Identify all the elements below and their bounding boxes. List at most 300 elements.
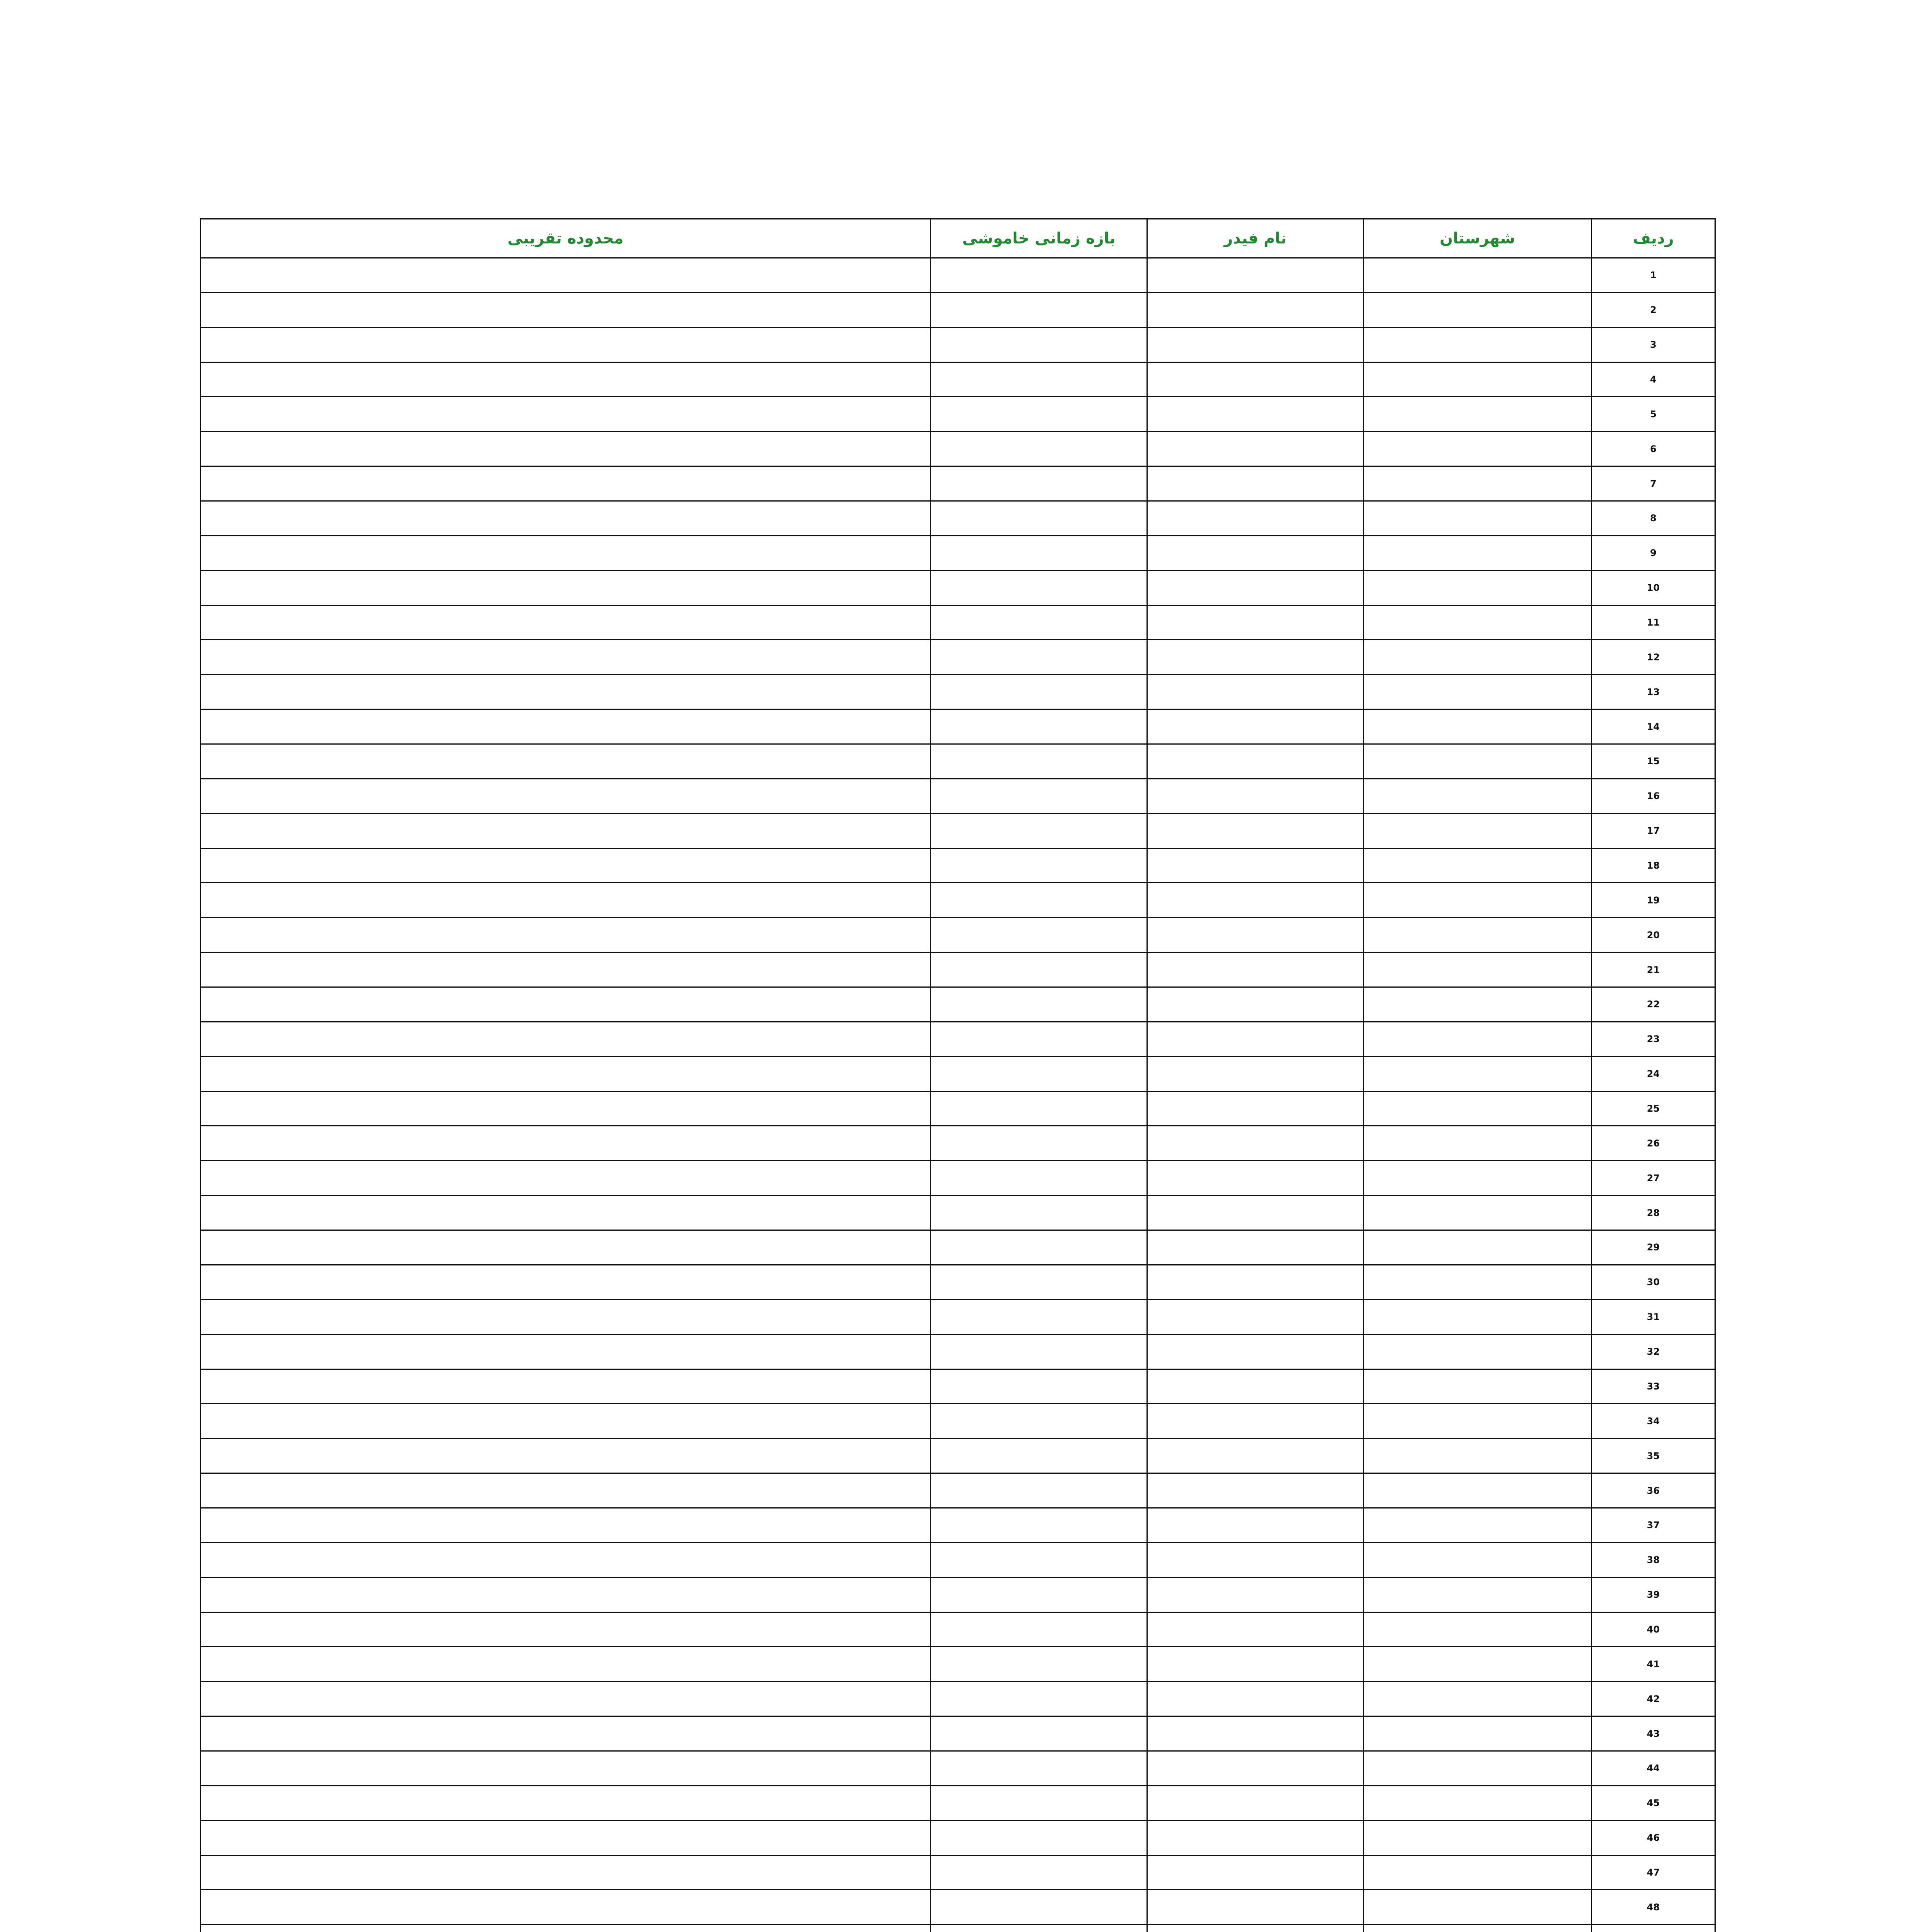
row-number-cell [1592,1925,1715,1932]
city-cell [1364,1786,1592,1820]
row-number-cell: 26 [1592,1126,1715,1161]
outage-window-cell [931,397,1147,432]
city-cell [1364,1577,1592,1612]
row-number-cell: 38 [1592,1543,1715,1577]
row-number-cell: 24 [1592,1056,1715,1091]
outage-window-cell [931,1786,1147,1820]
table-row [201,1855,1715,1890]
row-number-cell: 40 [1592,1612,1715,1647]
outage-window-cell [931,1022,1147,1056]
feeder-cell [1147,1855,1364,1890]
table-row [201,1022,1715,1056]
outage-window-cell [931,779,1147,813]
table-row [201,362,1715,397]
feeder-cell [1147,1890,1364,1925]
city-cell [1364,1751,1592,1786]
city-cell [1364,1612,1592,1647]
feeder-cell [1147,1786,1364,1820]
table-row [201,1612,1715,1647]
city-cell [1364,987,1592,1022]
area-cell [201,1925,931,1932]
outage-window-cell [931,1925,1147,1932]
row-number-cell: 29 [1592,1230,1715,1265]
outage-window-cell [931,466,1147,501]
header-feeder: نام فیدر [1147,219,1364,258]
schedule-sheet [201,218,1716,1932]
outage-window-cell [931,952,1147,987]
row-number-cell: 6 [1592,432,1715,466]
table-row [201,675,1715,709]
feeder-cell [1147,1508,1364,1543]
area-cell [201,1161,931,1196]
feeder-cell [1147,1334,1364,1369]
feeder-cell [1147,1126,1364,1161]
header-area: محدوده تقریبی [201,219,931,258]
outage-window-cell [931,1439,1147,1473]
feeder-cell [1147,1473,1364,1508]
row-number-cell: 42 [1592,1682,1715,1716]
row-number-cell: 47 [1592,1855,1715,1890]
table-row [201,1647,1715,1682]
feeder-cell [1147,987,1364,1022]
row-number-cell: 10 [1592,570,1715,605]
row-number-cell: 1 [1592,258,1715,293]
area-cell [201,1473,931,1508]
feeder-cell [1147,605,1364,640]
table-row [201,779,1715,813]
row-number-cell: 22 [1592,987,1715,1022]
row-number-cell: 43 [1592,1716,1715,1751]
feeder-cell [1147,883,1364,918]
city-cell [1364,432,1592,466]
row-number-cell: 5 [1592,397,1715,432]
outage-window-cell [931,1056,1147,1091]
outage-window-cell [931,1543,1147,1577]
area-cell [201,1751,931,1786]
feeder-cell [1147,1612,1364,1647]
table-row [201,397,1715,432]
row-number-cell: 39 [1592,1577,1715,1612]
row-number-cell: 18 [1592,848,1715,883]
outage-window-cell [931,1369,1147,1404]
city-cell [1364,813,1592,848]
feeder-cell [1147,848,1364,883]
outage-window-cell [931,1751,1147,1786]
row-number-cell: 44 [1592,1751,1715,1786]
table-row [201,1161,1715,1196]
row-number-cell: 35 [1592,1439,1715,1473]
city-cell [1364,466,1592,501]
area-cell [201,779,931,813]
outage-window-cell [931,1126,1147,1161]
city-cell [1364,1161,1592,1196]
row-number-cell: 23 [1592,1022,1715,1056]
feeder-cell [1147,466,1364,501]
table-row [201,1925,1715,1932]
row-number-cell: 20 [1592,918,1715,952]
table-row [201,1751,1715,1786]
outage-window-cell [931,640,1147,675]
feeder-cell [1147,1056,1364,1091]
city-cell [1364,1022,1592,1056]
row-number-cell: 45 [1592,1786,1715,1820]
row-number-cell: 46 [1592,1820,1715,1855]
table-row [201,952,1715,987]
feeder-cell [1147,1161,1364,1196]
outage-window-cell [931,709,1147,744]
city-cell [1364,1890,1592,1925]
area-cell [201,744,931,779]
area-cell [201,258,931,293]
table-row [201,1299,1715,1334]
area-cell [201,605,931,640]
feeder-cell [1147,397,1364,432]
feeder-cell [1147,1022,1364,1056]
table-row [201,1473,1715,1508]
feeder-cell [1147,536,1364,570]
row-number-cell: 19 [1592,883,1715,918]
outage-window-cell [931,1265,1147,1299]
feeder-cell [1147,1682,1364,1716]
area-cell [201,1439,931,1473]
row-number-cell: 17 [1592,813,1715,848]
outage-window-cell [931,258,1147,293]
feeder-cell [1147,570,1364,605]
table-row [201,1056,1715,1091]
feeder-cell [1147,327,1364,362]
area-cell [201,327,931,362]
table-row [201,1196,1715,1230]
city-cell [1364,501,1592,536]
document-title [201,166,1716,209]
outage-window-cell [931,1612,1147,1647]
feeder-cell [1147,1820,1364,1855]
table-row [201,327,1715,362]
feeder-cell [1147,1230,1364,1265]
outage-window-cell [931,1404,1147,1439]
area-cell [201,570,931,605]
outage-window-cell [931,1820,1147,1855]
schedule-table [200,218,1716,1932]
outage-window-cell [931,1682,1147,1716]
area-cell [201,952,931,987]
outage-window-cell [931,501,1147,536]
row-number-cell: 33 [1592,1369,1715,1404]
area-cell [201,1196,931,1230]
city-cell [1364,1543,1592,1577]
row-number-cell: 41 [1592,1647,1715,1682]
row-number-cell: 12 [1592,640,1715,675]
area-cell [201,1299,931,1334]
outage-window-cell [931,1890,1147,1925]
feeder-cell [1147,1543,1364,1577]
table-row [201,570,1715,605]
table-row [201,1091,1715,1126]
table-row [201,987,1715,1022]
outage-window-cell [931,1508,1147,1543]
table-row [201,1543,1715,1577]
header-row-number: ردیف [1592,219,1715,258]
area-cell [201,918,931,952]
outage-window-cell [931,570,1147,605]
city-cell [1364,1925,1592,1932]
table-row [201,744,1715,779]
row-number-cell: 36 [1592,1473,1715,1508]
table-row [201,1820,1715,1855]
table-row [201,1716,1715,1751]
area-cell [201,1890,931,1925]
city-cell [1364,327,1592,362]
feeder-cell [1147,432,1364,466]
city-cell [1364,883,1592,918]
city-cell [1364,1439,1592,1473]
table-row [201,883,1715,918]
table-row [201,1369,1715,1404]
feeder-cell [1147,918,1364,952]
city-cell [1364,1682,1592,1716]
city-cell [1364,709,1592,744]
city-cell [1364,1716,1592,1751]
city-cell [1364,1473,1592,1508]
city-cell [1364,848,1592,883]
feeder-cell [1147,1647,1364,1682]
feeder-cell [1147,501,1364,536]
area-cell [201,362,931,397]
outage-window-cell [931,1647,1147,1682]
table-row [201,466,1715,501]
outage-window-cell [931,1091,1147,1126]
table-row [201,1334,1715,1369]
outage-window-cell [931,327,1147,362]
area-cell [201,1022,931,1056]
outage-window-cell [931,883,1147,918]
outage-window-cell [931,813,1147,848]
city-cell [1364,1299,1592,1334]
table-row [201,1404,1715,1439]
area-cell [201,1126,931,1161]
table-row [201,1265,1715,1299]
row-number-cell: 14 [1592,709,1715,744]
city-cell [1364,640,1592,675]
row-number-cell: 37 [1592,1508,1715,1543]
outage-window-cell [931,918,1147,952]
table-row [201,432,1715,466]
area-cell [201,1855,931,1890]
feeder-cell [1147,1265,1364,1299]
table-row [201,1890,1715,1925]
table-row [201,813,1715,848]
feeder-cell [1147,1091,1364,1126]
area-cell [201,397,931,432]
schedule-table-header [201,219,1715,258]
header-outage-window: بازه زمانی خاموشی [931,219,1147,258]
feeder-cell [1147,744,1364,779]
feeder-cell [1147,1299,1364,1334]
table-row [201,1230,1715,1265]
row-number-cell: 30 [1592,1265,1715,1299]
feeder-cell [1147,258,1364,293]
feeder-cell [1147,779,1364,813]
feeder-cell [1147,640,1364,675]
row-number-cell: 21 [1592,952,1715,987]
row-number-cell: 16 [1592,779,1715,813]
city-cell [1364,1230,1592,1265]
row-number-cell: 32 [1592,1334,1715,1369]
city-cell [1364,1820,1592,1855]
area-cell [201,1682,931,1716]
area-cell [201,987,931,1022]
area-cell [201,1786,931,1820]
area-cell [201,293,931,327]
area-cell [201,1820,931,1855]
city-cell [1364,1508,1592,1543]
row-number-cell: 25 [1592,1091,1715,1126]
outage-window-cell [931,675,1147,709]
area-cell [201,1577,931,1612]
feeder-cell [1147,1716,1364,1751]
area-cell [201,1091,931,1126]
table-row [201,1577,1715,1612]
city-cell [1364,362,1592,397]
city-cell [1364,397,1592,432]
city-cell [1364,536,1592,570]
table-row [201,709,1715,744]
feeder-cell [1147,813,1364,848]
city-cell [1364,1334,1592,1369]
feeder-cell [1147,952,1364,987]
city-cell [1364,1404,1592,1439]
outage-window-cell [931,432,1147,466]
table-row [201,1682,1715,1716]
outage-window-cell [931,1334,1147,1369]
city-cell [1364,1126,1592,1161]
table-row [201,258,1715,293]
area-cell [201,1612,931,1647]
row-number-cell: 11 [1592,605,1715,640]
outage-window-cell [931,1161,1147,1196]
row-number-cell: 2 [1592,293,1715,327]
area-cell [201,1056,931,1091]
feeder-cell [1147,1751,1364,1786]
outage-window-cell [931,1299,1147,1334]
outage-window-cell [931,293,1147,327]
area-cell [201,1265,931,1299]
table-row [201,1508,1715,1543]
outage-window-cell [931,1473,1147,1508]
outage-window-cell [931,1196,1147,1230]
city-cell [1364,1265,1592,1299]
table-row [201,1126,1715,1161]
city-cell [1364,744,1592,779]
row-number-cell: 3 [1592,327,1715,362]
table-row [201,501,1715,536]
area-cell [201,883,931,918]
area-cell [201,675,931,709]
area-cell [201,1230,931,1265]
area-cell [201,536,931,570]
city-cell [1364,675,1592,709]
row-number-cell: 13 [1592,675,1715,709]
city-cell [1364,952,1592,987]
city-cell [1364,1647,1592,1682]
outage-window-cell [931,1230,1147,1265]
feeder-cell [1147,293,1364,327]
area-cell [201,1404,931,1439]
header-row [201,219,1715,258]
city-cell [1364,258,1592,293]
feeder-cell [1147,1369,1364,1404]
outage-window-cell [931,605,1147,640]
row-number-cell: 8 [1592,501,1715,536]
row-number-cell: 9 [1592,536,1715,570]
city-cell [1364,779,1592,813]
outage-window-cell [931,1577,1147,1612]
outage-window-cell [931,362,1147,397]
city-cell [1364,918,1592,952]
header-city: شهرستان [1364,219,1592,258]
feeder-cell [1147,1925,1364,1932]
outage-window-cell [931,744,1147,779]
feeder-cell [1147,1196,1364,1230]
table-row [201,640,1715,675]
feeder-cell [1147,1439,1364,1473]
area-cell [201,1369,931,1404]
outage-window-cell [931,1716,1147,1751]
city-cell [1364,1091,1592,1126]
row-number-cell: 28 [1592,1196,1715,1230]
area-cell [201,1716,931,1751]
row-number-cell: 15 [1592,744,1715,779]
area-cell [201,848,931,883]
table-row [201,293,1715,327]
schedule-table-body [201,258,1715,1932]
feeder-cell [1147,709,1364,744]
area-cell [201,813,931,848]
area-cell [201,466,931,501]
table-row [201,536,1715,570]
city-cell [1364,1855,1592,1890]
city-cell [1364,1196,1592,1230]
feeder-cell [1147,675,1364,709]
area-cell [201,1543,931,1577]
area-cell [201,432,931,466]
table-row [201,1439,1715,1473]
row-number-cell: 27 [1592,1161,1715,1196]
city-cell [1364,293,1592,327]
area-cell [201,501,931,536]
city-cell [1364,1056,1592,1091]
city-cell [1364,605,1592,640]
outage-window-cell [931,536,1147,570]
row-number-cell: 31 [1592,1299,1715,1334]
feeder-cell [1147,1577,1364,1612]
outage-window-cell [931,987,1147,1022]
table-row [201,605,1715,640]
table-row [201,1786,1715,1820]
area-cell [201,640,931,675]
table-row [201,918,1715,952]
feeder-cell [1147,1404,1364,1439]
area-cell [201,709,931,744]
area-cell [201,1508,931,1543]
city-cell [1364,570,1592,605]
outage-window-cell [931,1855,1147,1890]
city-cell [1364,1369,1592,1404]
table-row [201,848,1715,883]
row-number-cell: 4 [1592,362,1715,397]
feeder-cell [1147,362,1364,397]
row-number-cell: 34 [1592,1404,1715,1439]
